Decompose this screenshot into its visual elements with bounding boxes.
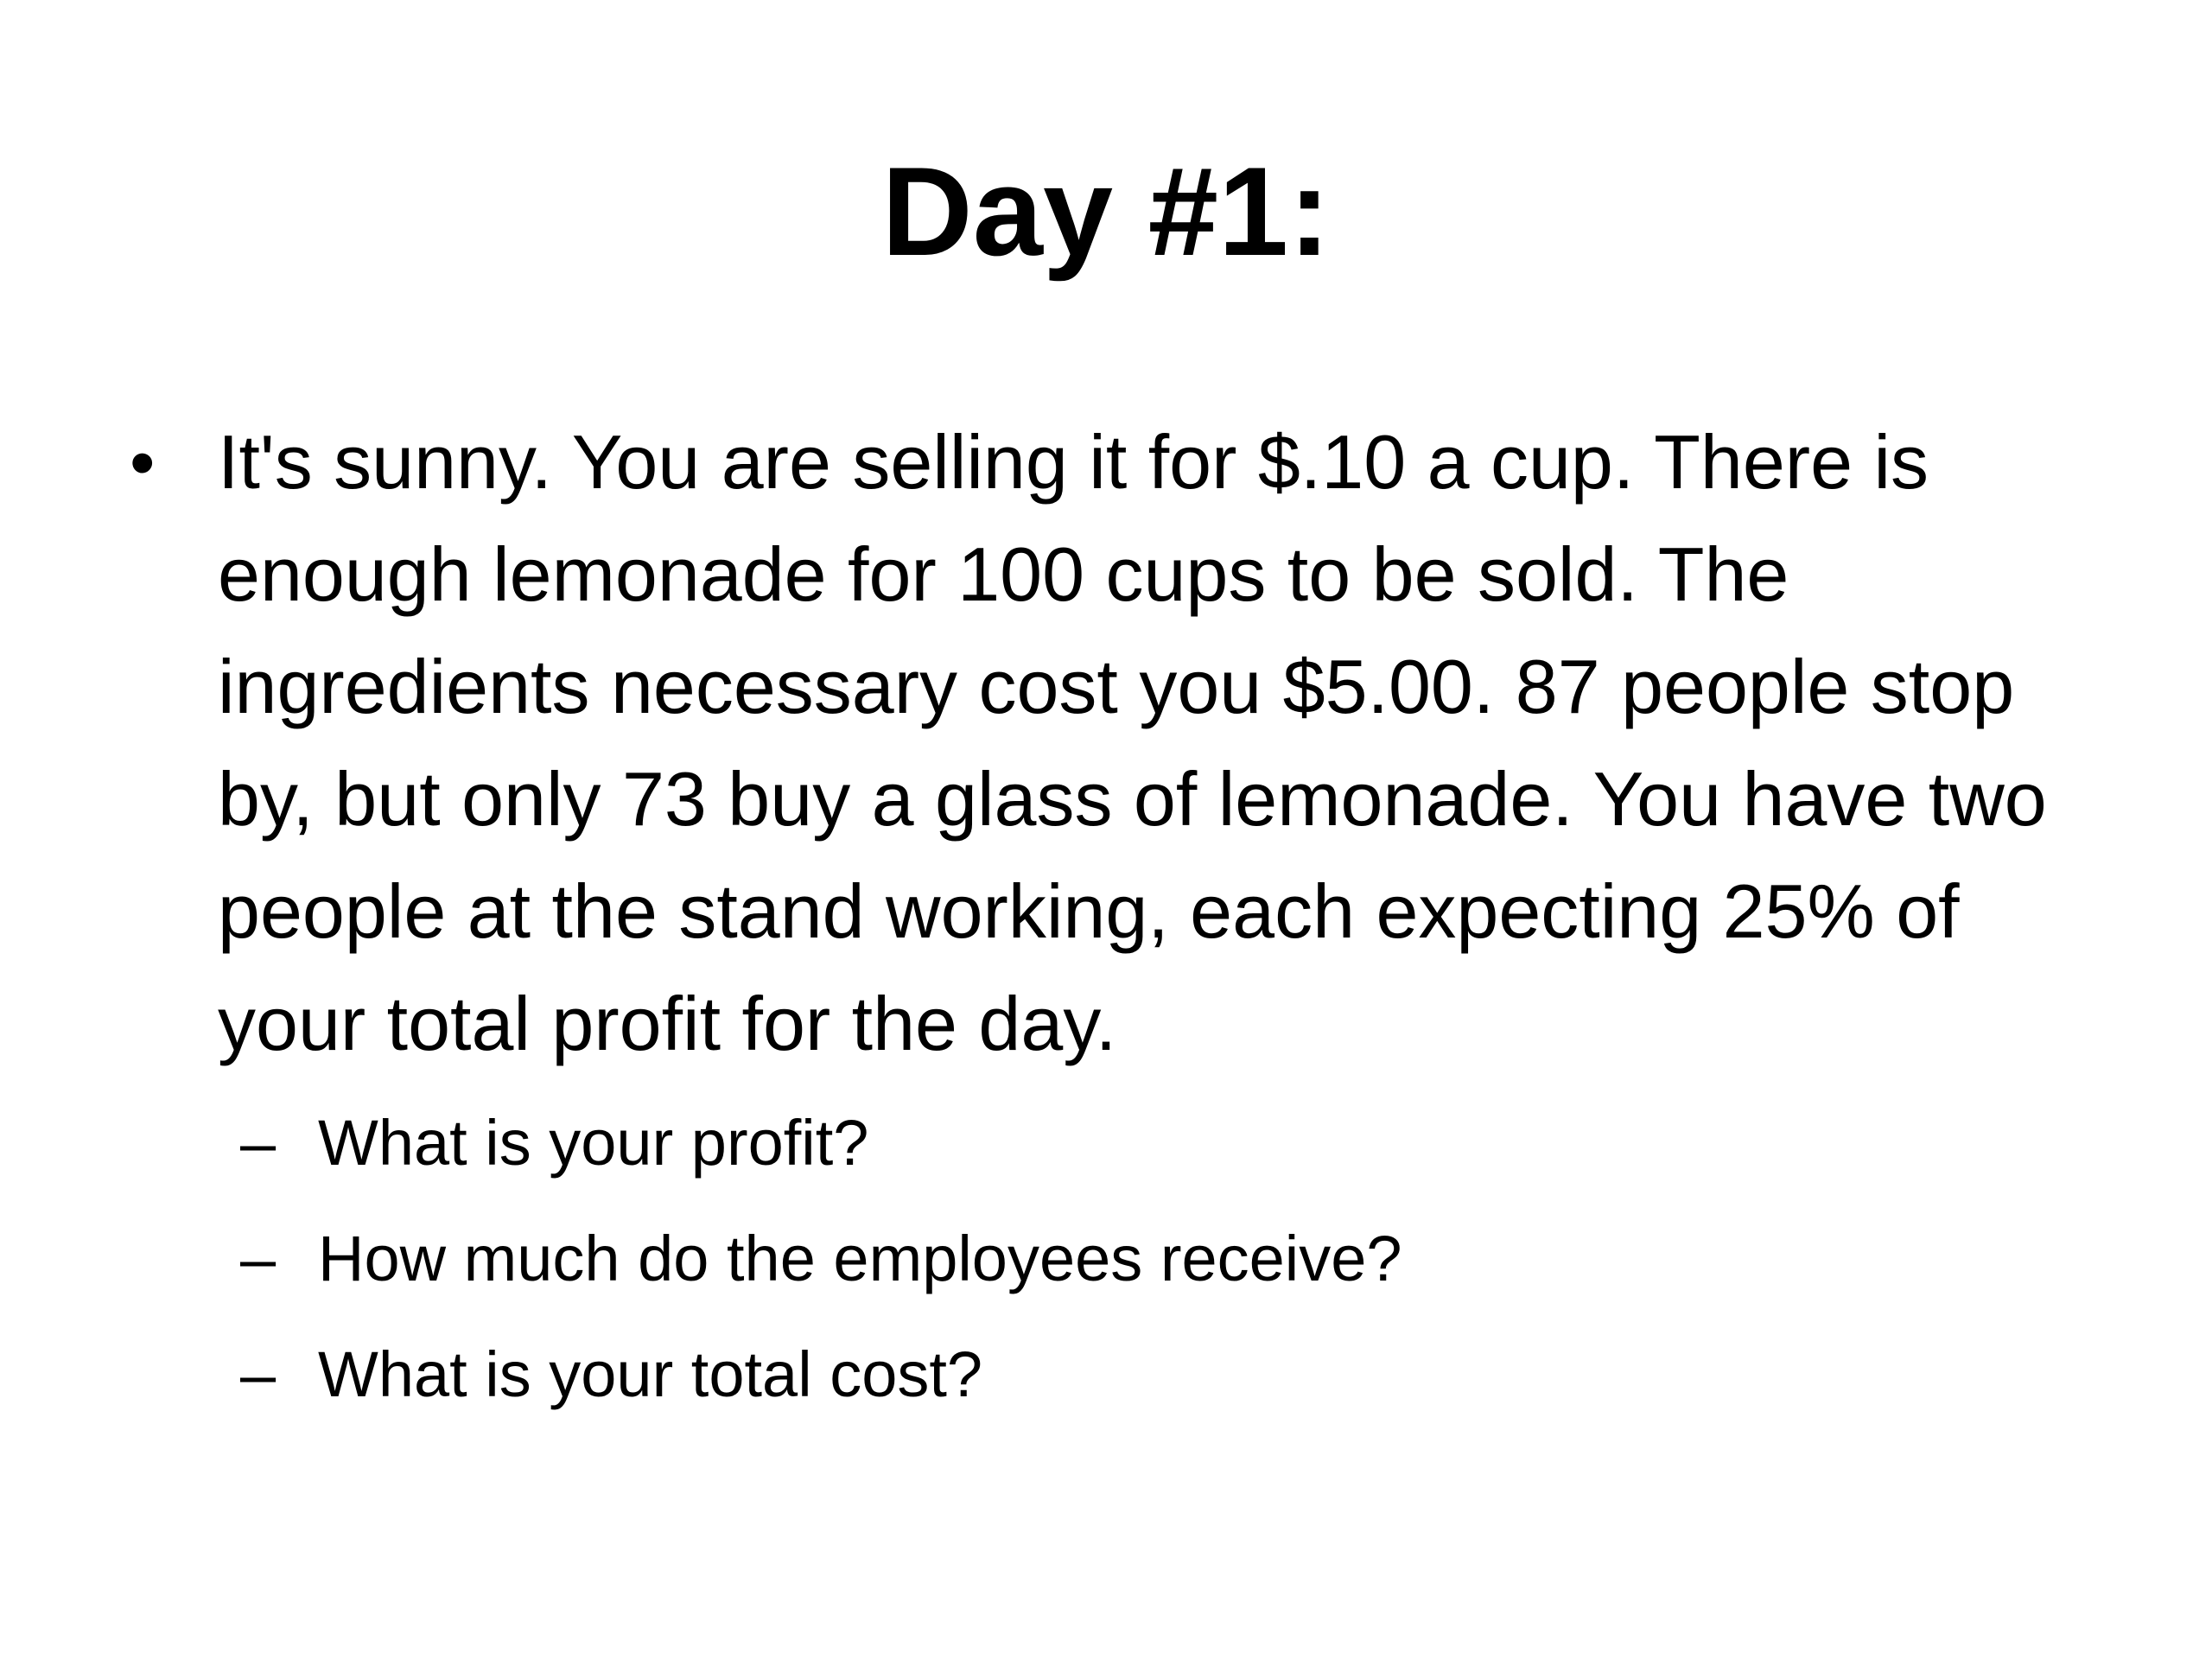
question-item bbox=[130, 1201, 2108, 1317]
question-item bbox=[130, 1085, 2108, 1201]
slide-content bbox=[130, 406, 2108, 1433]
dash-icon: – bbox=[240, 1223, 276, 1294]
dash-icon: – bbox=[240, 1107, 276, 1179]
slide-title: Day #1: bbox=[881, 141, 1331, 282]
dash-icon: – bbox=[240, 1338, 276, 1410]
question-item bbox=[130, 1317, 2108, 1433]
bullet-icon: • bbox=[130, 422, 156, 503]
question-list bbox=[130, 1085, 2108, 1433]
bullet-text: It's sunny. You are selling it for $.10 a cup. There is enough lemonade for 100 cups to be sold. The ingredients necessary cost you $5.00. 87 people stop by, but only 73 buy a glass of lemonade. You have two people at the stand working, each expecting 25% of your total profit for the day. bbox=[218, 419, 2047, 1066]
bullet-item bbox=[130, 406, 2108, 1080]
question-text: How much do the employees receive? bbox=[318, 1223, 1402, 1294]
question-text: What is your profit? bbox=[318, 1107, 869, 1179]
question-text: What is your total cost? bbox=[318, 1338, 983, 1410]
